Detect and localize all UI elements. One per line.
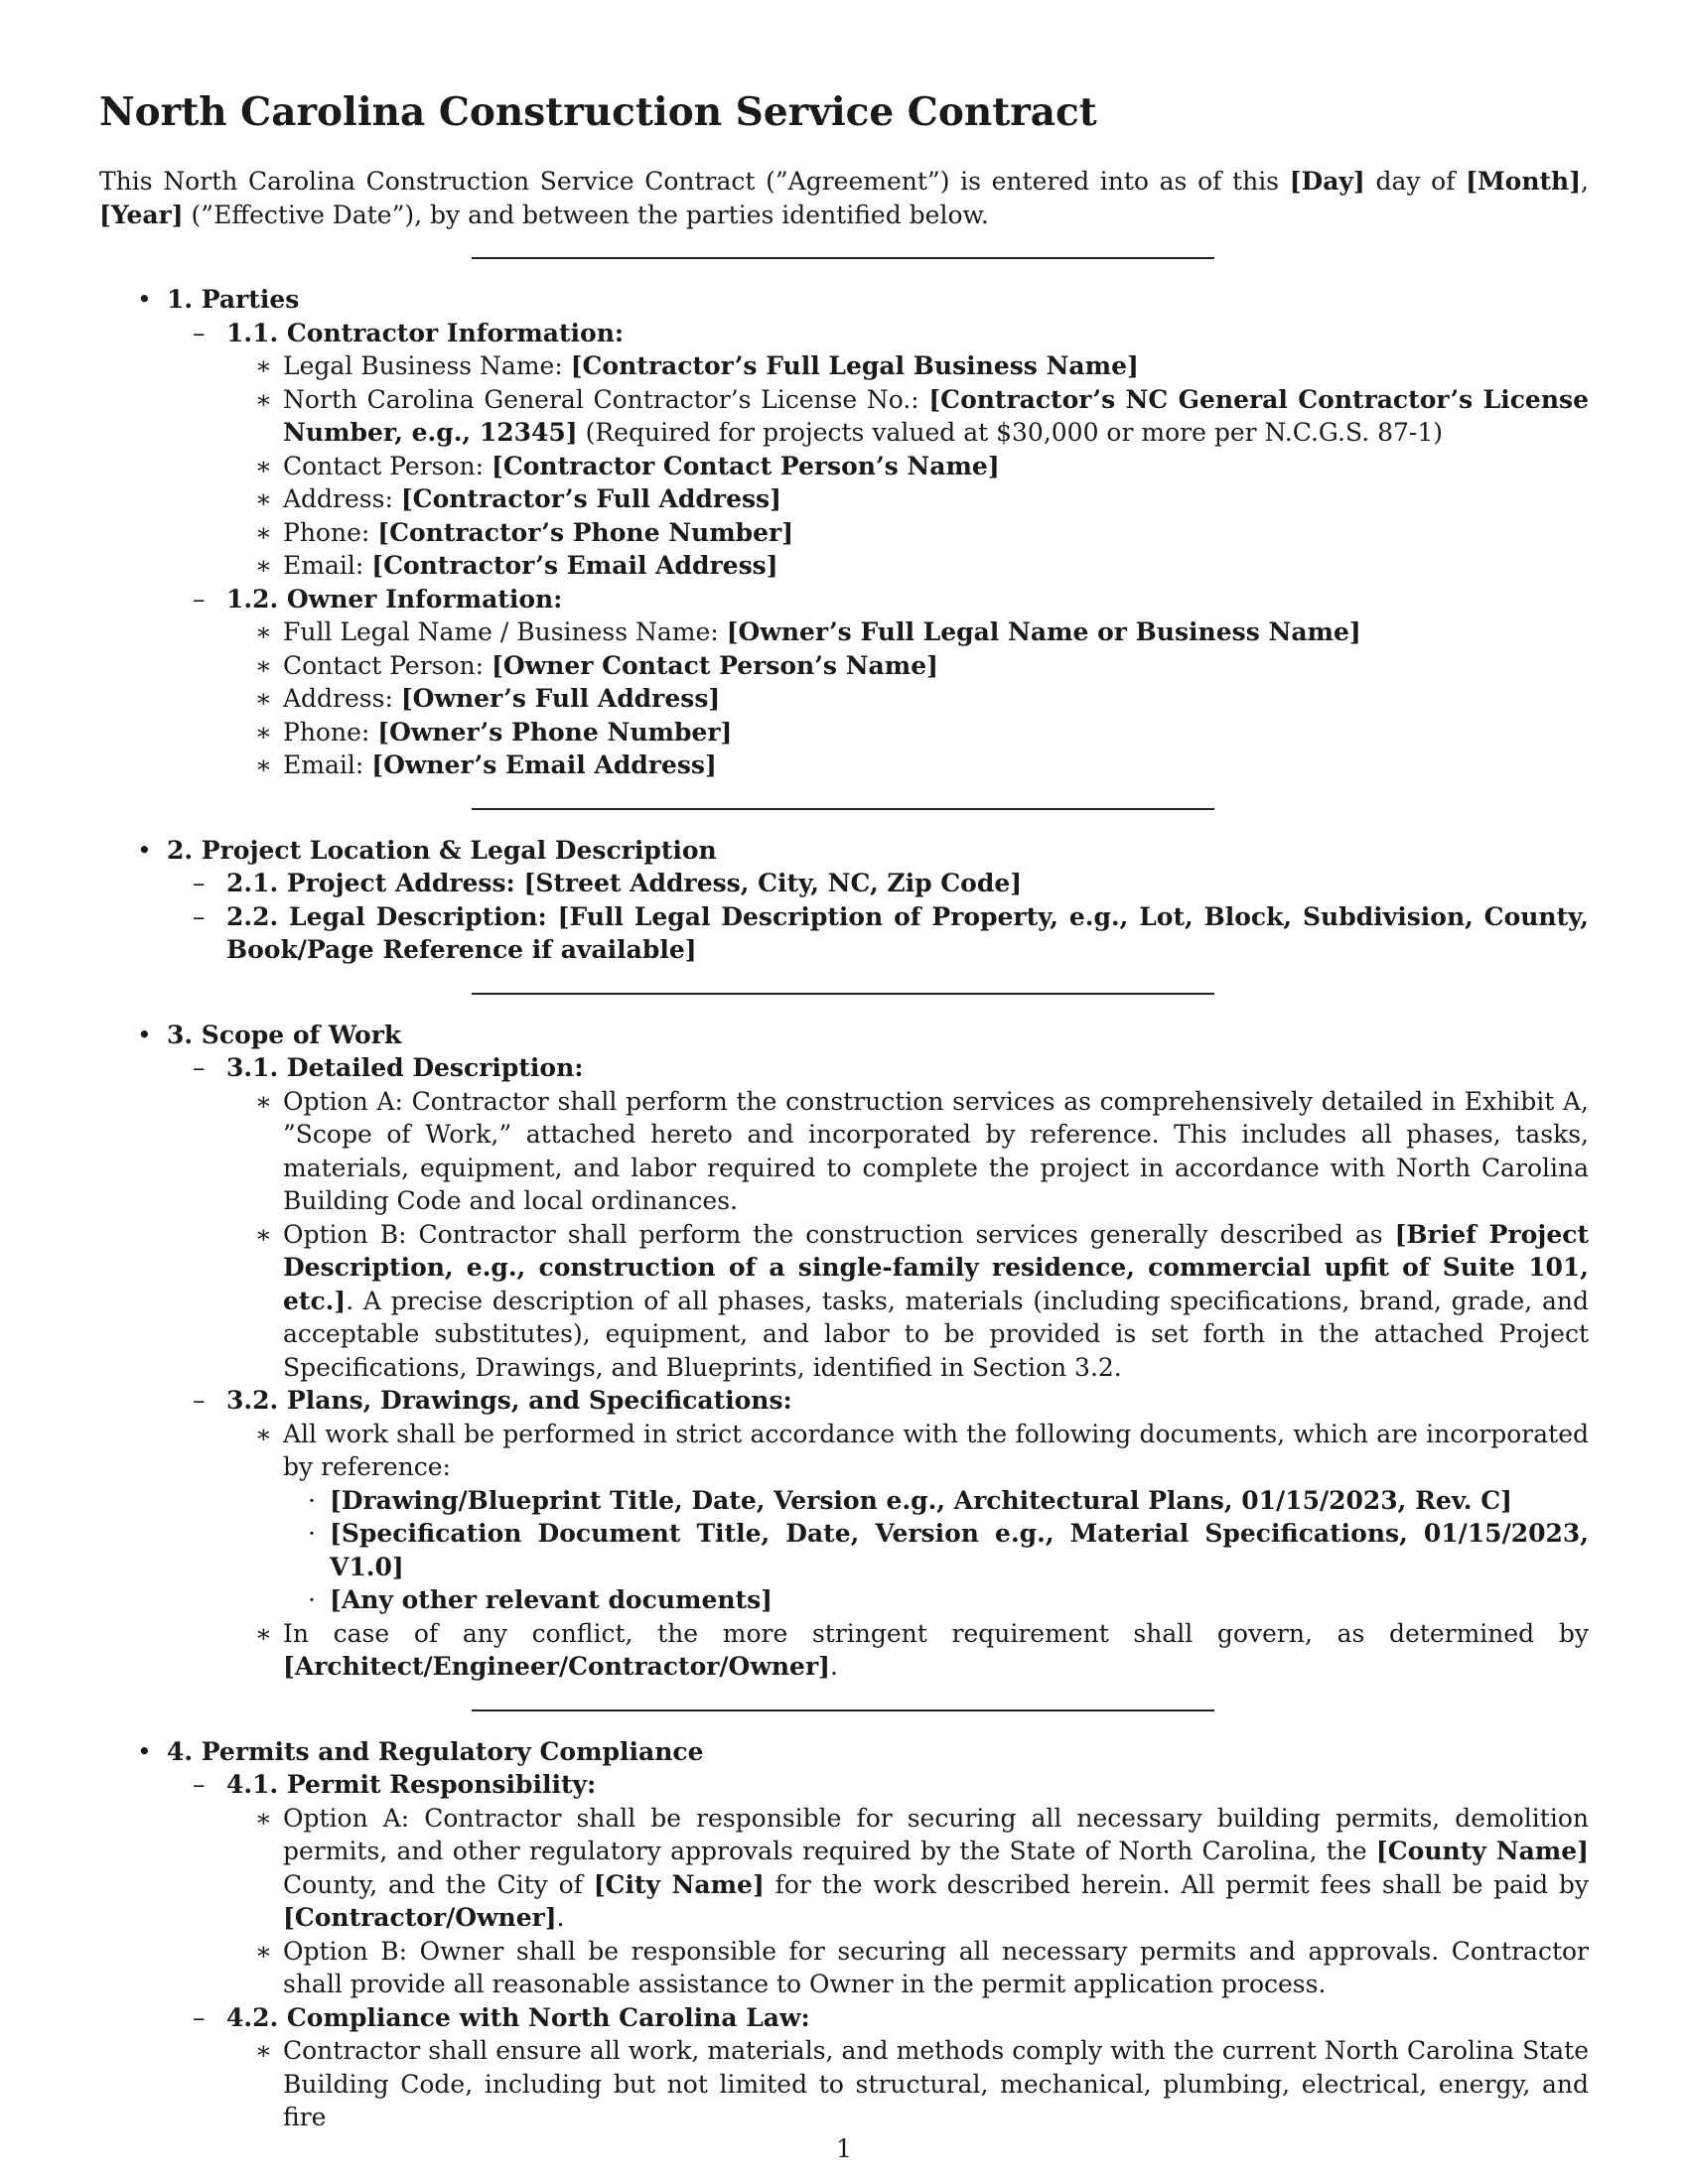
intro-text: day of	[1364, 167, 1467, 196]
section-4	[99, 1735, 1589, 2134]
list-item	[226, 450, 1589, 483]
subsection-4-2-title: 4.2. Compliance with North Carolina Law:	[226, 2002, 810, 2032]
option-b-text: Option B: Contractor shall perform the construction services generally described as	[283, 1219, 1395, 1249]
subsection-4-1-title: 4.1. Permit Responsibility:	[226, 1770, 597, 1799]
list-item	[226, 682, 1589, 716]
list-item	[226, 549, 1589, 583]
section-3-item	[99, 1019, 1589, 1684]
dot-marker: ·	[308, 1485, 316, 1515]
section-divider	[472, 257, 1214, 259]
section-4-title: 4. Permits and Regulatory Compliance	[167, 1736, 704, 1766]
list-item	[226, 1085, 1589, 1218]
section-2	[99, 834, 1589, 967]
dash-marker: –	[193, 1770, 206, 1799]
field-placeholder: [Owner Contact Person’s Name]	[492, 650, 938, 680]
field-placeholder: [Contractor Contact Person’s Name]	[492, 451, 1000, 480]
field-label: Contact Person:	[283, 650, 492, 680]
list-text: In case of any conflict, the more stringent requirement shall govern, as determined by	[283, 1618, 1589, 1648]
list-item	[226, 516, 1589, 550]
dash-marker: –	[193, 869, 206, 897]
list-text: Contractor shall ensure all work, materials, and methods comply with the current North Carolina State Building Code, including but not limited to structural, mechanical, plumbing, electrical, energy, and fire	[283, 2036, 1589, 2131]
subsection-3-2	[167, 1384, 1589, 1684]
option-a-text: for the work described herein. All permit fees shall be paid by	[764, 1869, 1589, 1899]
document-reference	[283, 1583, 1589, 1617]
subsection-2-1	[167, 867, 1589, 900]
field-label: Phone:	[283, 717, 378, 747]
list-item	[226, 649, 1589, 683]
dot-marker: ·	[308, 1519, 316, 1548]
city-placeholder: [City Name]	[593, 1869, 765, 1899]
bullet-marker: •	[137, 1020, 152, 1049]
star-marker: ∗	[255, 717, 272, 747]
dash-marker: –	[193, 584, 206, 614]
dash-marker: –	[193, 1386, 206, 1415]
section-divider	[472, 808, 1214, 810]
subsection-4-1	[167, 1768, 1589, 2001]
dash-marker: –	[193, 901, 206, 931]
field-label: Address:	[283, 684, 401, 713]
list-item	[226, 383, 1589, 450]
subsection-2-2	[167, 900, 1589, 967]
option-b-text: Option B: Owner shall be responsible for securing all necessary permits and approvals. Contractor shall provide all reasonable assistance to Owner in the permit application process.	[283, 1936, 1589, 1998]
section-2-item	[99, 834, 1589, 967]
list-item	[226, 349, 1589, 383]
star-marker: ∗	[255, 2036, 272, 2065]
star-marker: ∗	[255, 617, 272, 646]
list-item	[226, 1218, 1589, 1385]
payer-placeholder: [Contractor/Owner]	[283, 1903, 557, 1932]
intro-paragraph	[99, 165, 1589, 231]
field-placeholder: [Drawing/Blueprint Title, Date, Version e.g., Architectural Plans, 01/15/2023, Rev. C]	[330, 1485, 1512, 1515]
subsection-3-2-title: 3.2. Plans, Drawings, and Specifications:	[226, 1386, 792, 1415]
list-item	[226, 716, 1589, 750]
field-placeholder: [Contractor’s NC General Contractor’s License Number, e.g., 12345]	[283, 384, 1589, 447]
field-placeholder: [Contractor’s Email Address]	[371, 551, 778, 580]
section-2-title: 2. Project Location & Legal Description	[167, 835, 717, 865]
section-1	[99, 283, 1589, 782]
list-item	[226, 1802, 1589, 1935]
subsection-1-2	[167, 583, 1589, 782]
dash-marker: –	[193, 318, 206, 347]
field-label: Email:	[283, 751, 372, 779]
option-b-text: . A precise description of all phases, tasks, materials (including specifications, brand, grade, and acceptable substitutes), equipment, and labor to be provided is set forth in the attached Project Specifications, Drawings, and Blueprints, identified in Section 3.2.	[283, 1286, 1589, 1382]
field-label: Email:	[283, 551, 372, 580]
page-number: 1	[836, 2134, 852, 2163]
document-title: North Carolina Construction Service Contract	[99, 89, 1097, 135]
dot-marker: ·	[308, 1585, 316, 1614]
subsection-1-2-title: 1.2. Owner Information:	[226, 584, 563, 614]
field-placeholder: [Owner’s Full Address]	[400, 684, 721, 713]
field-placeholder: [Contractor’s Full Address]	[400, 484, 781, 513]
bullet-marker: •	[137, 285, 152, 314]
day-placeholder: [Day]	[1289, 167, 1365, 196]
list-text: .	[829, 1652, 838, 1681]
field-label: Legal Business Name:	[283, 351, 571, 380]
list-item	[226, 1617, 1589, 1684]
section-1-item	[99, 283, 1589, 782]
subsection-4-2	[167, 2001, 1589, 2134]
intro-text: ,	[1581, 167, 1589, 196]
field-label: Phone:	[283, 517, 378, 547]
field-label: Address:	[283, 484, 401, 513]
subsection-1-1	[167, 317, 1589, 583]
field-placeholder: [Owner’s Full Legal Name or Business Name]	[726, 617, 1361, 646]
month-placeholder: [Month]	[1466, 167, 1582, 196]
option-a-text: Option A: Contractor shall perform the construction services as comprehensively detailed in Exhibit A, ”Scope of Work,” attached hereto and incorporated by reference. This includes all phases, tasks, materials, equipment, and labor required to complete the project in accordance with North Carolina Building Code and local ordinances.	[283, 1086, 1589, 1215]
section-1-title: 1. Parties	[167, 285, 300, 314]
section-divider	[472, 993, 1214, 995]
bullet-marker: •	[137, 835, 152, 865]
field-placeholder: [Contractor’s Phone Number]	[377, 517, 794, 547]
field-placeholder: [Architect/Engineer/Contractor/Owner]	[283, 1652, 830, 1681]
field-label: Contact Person:	[283, 451, 492, 480]
document-reference	[283, 1484, 1589, 1518]
field-placeholder: [Owner’s Email Address]	[371, 751, 717, 779]
subsection-label: 2.2. Legal Description:	[226, 901, 558, 931]
subsection-3-1-title: 3.1. Detailed Description:	[226, 1053, 584, 1082]
star-marker: ∗	[255, 1419, 272, 1448]
star-marker: ∗	[255, 684, 272, 713]
list-item	[226, 749, 1589, 782]
option-a-text: County, and the City of	[283, 1869, 594, 1899]
list-item	[226, 482, 1589, 516]
subsection-label: 2.1. Project Address:	[226, 869, 524, 897]
bullet-marker: •	[137, 1736, 152, 1766]
field-label: North Carolina General Contractor’s License No.:	[283, 384, 929, 414]
section-4-item	[99, 1735, 1589, 2134]
star-marker: ∗	[255, 1219, 272, 1249]
dash-marker: –	[193, 2002, 206, 2032]
star-marker: ∗	[255, 551, 272, 580]
document-body	[99, 87, 1589, 2134]
star-marker: ∗	[255, 650, 272, 680]
list-text: All work shall be performed in strict accordance with the following documents, which are incorporated by reference:	[283, 1419, 1589, 1481]
star-marker: ∗	[255, 484, 272, 513]
field-placeholder: [Owner’s Phone Number]	[377, 717, 733, 747]
field-placeholder: [Street Address, City, NC, Zip Code]	[523, 869, 1023, 897]
section-3	[99, 1019, 1589, 1684]
list-item	[226, 1418, 1589, 1617]
field-placeholder: [Contractor’s Full Legal Business Name]	[570, 351, 1139, 380]
document-reference	[283, 1517, 1589, 1583]
list-item	[226, 615, 1589, 649]
intro-text: This North Carolina Construction Service Contract (”Agreement”) is entered into as of this	[99, 167, 1290, 196]
section-3-title: 3. Scope of Work	[167, 1020, 402, 1049]
star-marker: ∗	[255, 517, 272, 547]
star-marker: ∗	[255, 1936, 272, 1966]
subsection-3-1	[167, 1051, 1589, 1384]
field-placeholder: [Full Legal Description of Property, e.g., Lot, Block, Subdivision, County, Book/Page Reference if available]	[226, 901, 1589, 964]
field-note: (Required for projects valued at $30,000 or more per N.C.G.S. 87-1)	[577, 418, 1444, 447]
field-placeholder: [Brief Project Description, e.g., construction of a single-family residence, commercial upfit of Suite 101, etc.]	[283, 1219, 1589, 1315]
dash-marker: –	[193, 1053, 206, 1082]
field-placeholder: [Specification Document Title, Date, Version e.g., Material Specifications, 01/15/2023, V1.0]	[330, 1519, 1589, 1581]
subsection-1-1-title: 1.1. Contractor Information:	[226, 318, 625, 347]
star-marker: ∗	[255, 451, 272, 480]
star-marker: ∗	[255, 351, 272, 380]
field-placeholder: [Any other relevant documents]	[330, 1585, 773, 1614]
option-a-text: .	[556, 1903, 565, 1932]
star-marker: ∗	[255, 1618, 272, 1648]
county-placeholder: [County Name]	[1375, 1837, 1589, 1865]
option-a-text: Option A: Contractor shall be responsible for securing all necessary building permits, demolition permits, and other regulatory approvals required by the State of North Carolina, the	[283, 1803, 1589, 1865]
year-placeholder: [Year]	[99, 200, 184, 229]
intro-text: (”Effective Date”), by and between the parties identified below.	[183, 200, 989, 229]
star-marker: ∗	[255, 1803, 272, 1833]
star-marker: ∗	[255, 751, 272, 779]
star-marker: ∗	[255, 1086, 272, 1116]
section-divider	[472, 1709, 1214, 1711]
star-marker: ∗	[255, 384, 272, 414]
field-label: Full Legal Name / Business Name:	[283, 617, 727, 646]
list-item	[226, 2034, 1589, 2134]
list-item	[226, 1935, 1589, 2001]
